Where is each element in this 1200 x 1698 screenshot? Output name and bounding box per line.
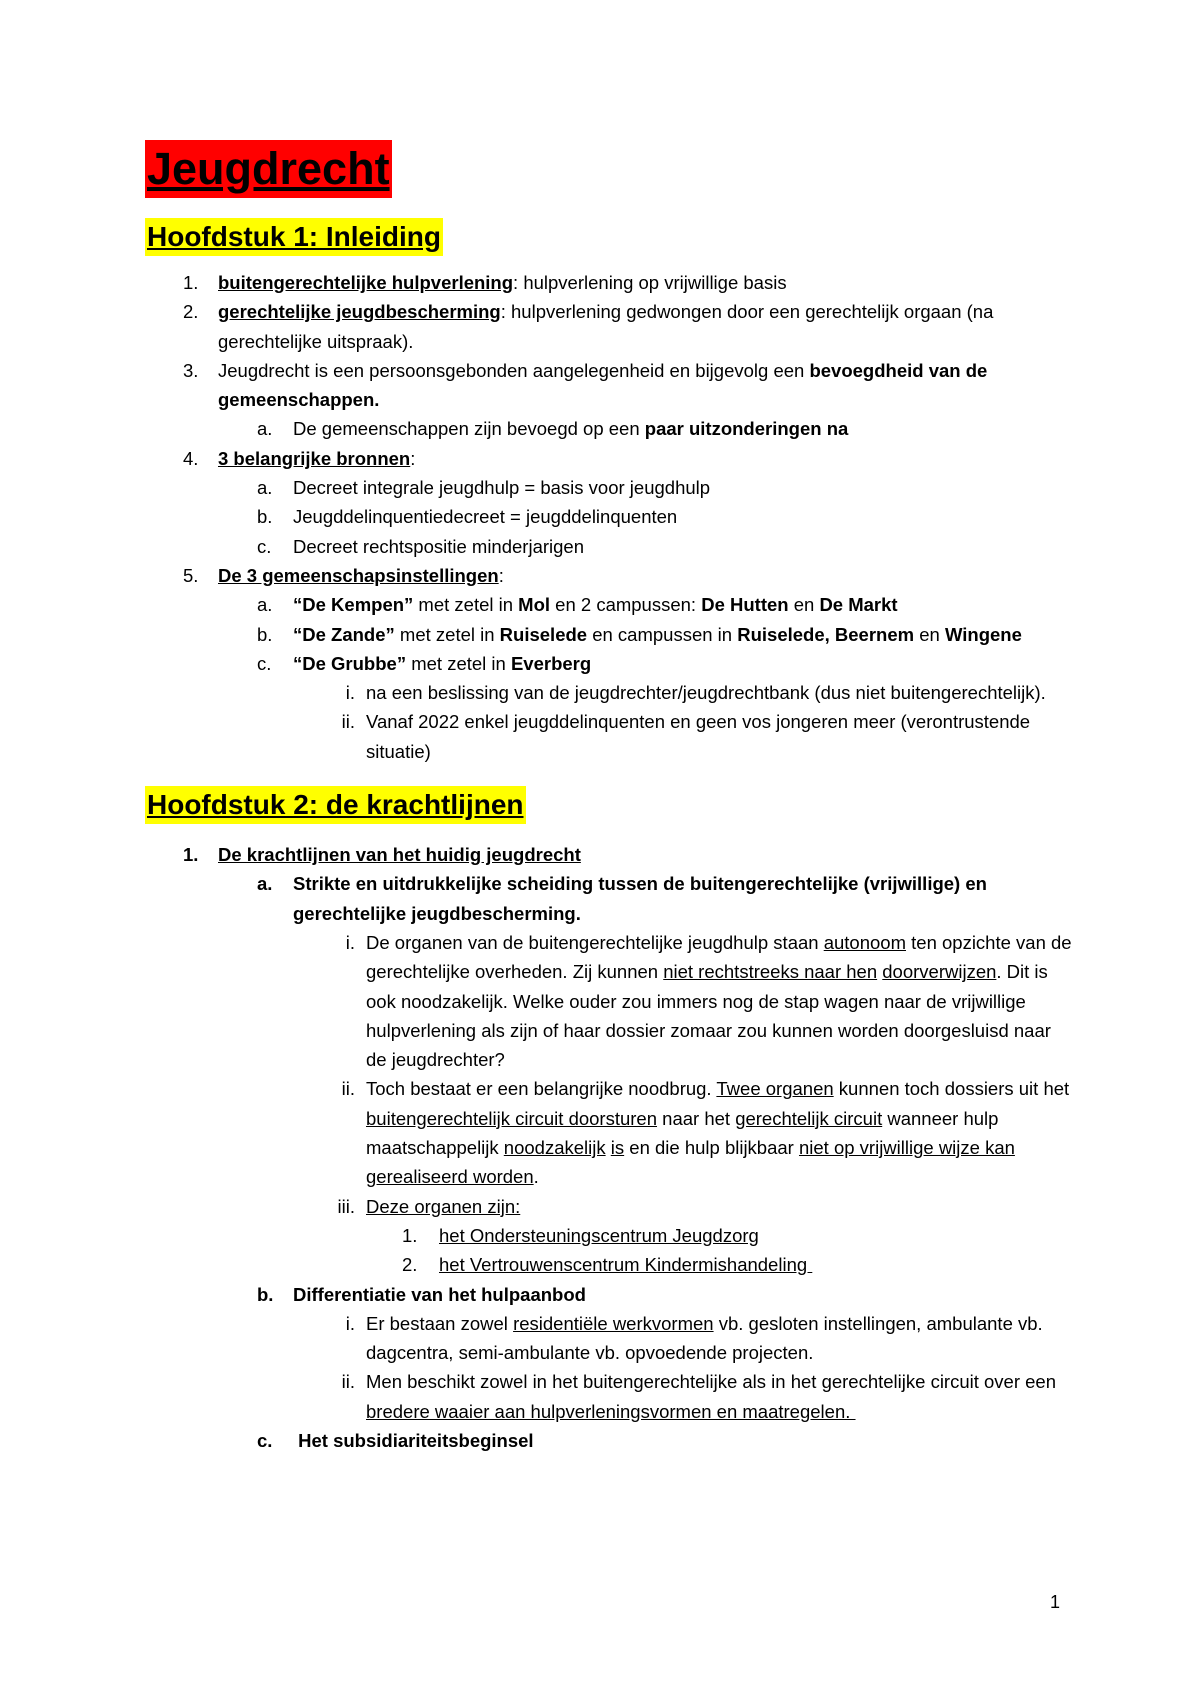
list-item-5c-ii: ii. Vanaf 2022 enkel jeugddelinquenten en geen vos jongeren meer (verontrustende situatie) <box>341 711 1031 762</box>
term: 3 belangrijke bronnen <box>218 447 411 469</box>
list-item-1: 1. buitengerechtelijke hulpverlening: hulpverlening op vrijwillige basis <box>183 272 787 293</box>
list-item-1: 1. De krachtlijnen van het huidig jeugdrecht <box>183 844 581 866</box>
list-item-3a: a. De gemeenschappen zijn bevoegd op een paar uitzonderingen na <box>257 418 849 440</box>
list-item-1a-i: i. De organen van de buitengerechtelijke jeugdhulp staan autonoom ten opzichte van de gerechtelijke overheden. Zij kunnen niet rechtstreeks naar hen doorverwijzen. Dit is ook noodzakelijk. Welke ouder zou immers nog de stap wagen naar de vrijwillige hulpverlening als zijn of haar dossier zomaar zou kunnen worden doorgesluisd naar de jeugdrechter? <box>345 931 1072 1071</box>
list-item-1a-iii-1: 1. het Ondersteuningscentrum Jeugdzorg <box>402 1224 759 1246</box>
list-item-1b-ii: ii. Men beschikt zowel in het buitengerechtelijke als in het gerechtelijke circuit over een bredere waaier aan hulpverleningsvormen en maatregelen. <box>341 1371 1057 1422</box>
chapter-1-heading: Hoofdstuk 1: Inleiding <box>145 218 443 256</box>
list-item-5c: c. “De Grubbe” met zetel in Everberg <box>257 652 592 674</box>
list-item-4c: c. Decreet rechtspositie minderjarigen <box>257 535 584 557</box>
list-item-2: 2. gerechtelijke jeugdbescherming: hulpverlening gedwongen door een gerechtelijk orgaan (na gerechtelijke uitspraak). <box>183 301 994 352</box>
list-item-4: 4. 3 belangrijke bronnen: <box>183 447 416 469</box>
term: De krachtlijnen van het huidig jeugdrecht <box>218 844 581 866</box>
chapter-2-list <box>145 840 1075 1455</box>
document-content <box>145 140 1075 1455</box>
list-item-4b: b. Jeugddelinquentiedecreet = jeugddelinquenten <box>257 506 678 528</box>
list-item-5a: a. “De Kempen” met zetel in Mol en 2 campussen: De Hutten en De Markt <box>257 594 898 616</box>
list-item-3: 3. Jeugdrecht is een persoonsgebonden aangelegenheid en bijgevolg een bevoegdheid van de gemeenschappen. <box>183 359 988 411</box>
term: De 3 gemeenschapsinstellingen <box>218 564 499 586</box>
list-item-1b: b. Differentiatie van het hulpaanbod <box>257 1283 586 1305</box>
list-item-1a-ii: ii. Toch bestaat er een belangrijke noodbrug. Twee organen kunnen toch dossiers uit het buitengerechtelijk circuit doorsturen naar het gerechtelijk circuit wanneer hulp maatschappelijk noodzakelijk is en die hulp blijkbaar niet op vrijwillige wijze kan gerealiseerd worden. <box>341 1078 1070 1188</box>
list-item-1a-iii: iii. Deze organen zijn: <box>337 1195 521 1217</box>
chapter-2-heading: Hoofdstuk 2: de krachtlijnen <box>145 786 526 824</box>
list-item-1a: a. Strikte en uitdrukkelijke scheiding tussen de buitengerechtelijke (vrijwillige) en gerechtelijke jeugdbescherming. <box>257 873 987 924</box>
list-item-1b-i: i. Er bestaan zowel residentiële werkvormen vb. gesloten instellingen, ambulante vb. dagcentra, semi-ambulante vb. opvoedende projecten. <box>345 1312 1043 1364</box>
page-number: 1 <box>1050 1592 1061 1612</box>
list-item-5b: b. “De Zande” met zetel in Ruiselede en campussen in Ruiselede, Beernem en Wingene <box>257 623 1022 645</box>
chapter-1-list <box>145 268 1075 766</box>
term: gerechtelijke jeugdbescherming <box>218 301 501 323</box>
list-item-5c-i: i. na een beslissing van de jeugdrechter/jeugdrechtbank (dus niet buitengerechtelijk). <box>345 682 1046 704</box>
list-item-1c: c. Het subsidiariteitsbeginsel <box>257 1429 534 1451</box>
list-item-5: 5. De 3 gemeenschapsinstellingen: <box>183 564 504 586</box>
list-item-4a: a. Decreet integrale jeugdhulp = basis voor jeugdhulp <box>257 477 711 499</box>
document-title: Jeugdrecht <box>145 140 392 198</box>
list-item-1a-iii-2: 2. het Vertrouwenscentrum Kindermishandeling <box>402 1254 813 1276</box>
term: buitengerechtelijke hulpverlening <box>218 272 514 293</box>
